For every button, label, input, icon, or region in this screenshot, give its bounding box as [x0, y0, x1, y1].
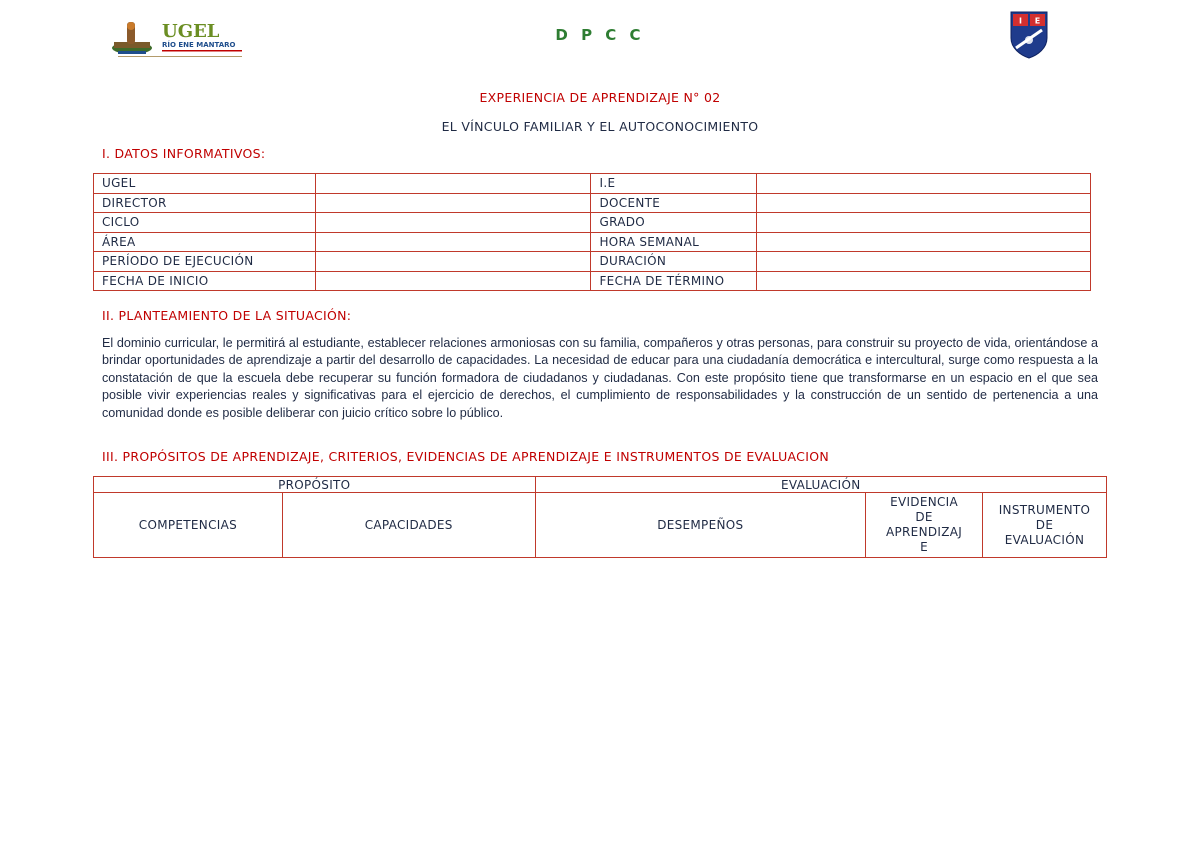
info-row [94, 271, 1091, 291]
info-left-value[interactable] [315, 271, 591, 291]
info-right-value[interactable] [757, 252, 1091, 272]
info-right-label: DURACIÓN [591, 252, 757, 272]
info-row [94, 193, 1091, 213]
info-right-value[interactable] [757, 213, 1091, 233]
instrumento-header: INSTRUMENTO DE EVALUACIÓN [983, 493, 1107, 558]
info-row [94, 213, 1091, 233]
info-left-label: CICLO [94, 213, 316, 233]
info-left-label: FECHA DE INICIO [94, 271, 316, 291]
info-right-label: I.E [591, 174, 757, 194]
info-right-label: FECHA DE TÉRMINO [591, 271, 757, 291]
info-right-value[interactable] [757, 174, 1091, 194]
svg-text:RÍO ENE MANTARO: RÍO ENE MANTARO [162, 41, 236, 49]
info-right-value[interactable] [757, 271, 1091, 291]
section-3-title: III. PROPÓSITOS DE APRENDIZAJE, CRITERIOS, EVIDENCIAS DE APRENDIZAJE E INSTRUMENTOS DE EVALUACION [102, 449, 829, 464]
desempenos-header: DESEMPEÑOS [535, 493, 866, 558]
capacidades-header: CAPACIDADES [282, 493, 535, 558]
info-left-value[interactable] [315, 232, 591, 252]
info-left-label: ÁREA [94, 232, 316, 252]
info-row [94, 174, 1091, 194]
experience-title: EXPERIENCIA DE APRENDIZAJE N° 02 [479, 90, 721, 105]
school-crest-icon [1008, 10, 1050, 60]
info-left-value[interactable] [315, 213, 591, 233]
info-row [94, 232, 1091, 252]
svg-text:I: I [1019, 16, 1022, 26]
info-left-label: PERÍODO DE EJECUCIÓN [94, 252, 316, 272]
competencias-header: COMPETENCIAS [94, 493, 283, 558]
info-right-label: HORA SEMANAL [591, 232, 757, 252]
header-title: D P C C [555, 26, 645, 44]
section-2-title: II. PLANTEAMIENTO DE LA SITUACIÓN: [102, 308, 352, 323]
evidencia-header: EVIDENCIA DE APRENDIZAJ E [866, 493, 983, 558]
info-left-value[interactable] [315, 252, 591, 272]
info-left-label: UGEL [94, 174, 316, 194]
info-left-value[interactable] [315, 174, 591, 194]
info-row [94, 252, 1091, 272]
info-right-label: GRADO [591, 213, 757, 233]
evaluacion-header: EVALUACIÓN [535, 477, 1106, 493]
experience-subtitle: EL VÍNCULO FAMILIAR Y EL AUTOCONOCIMIENTO [441, 119, 759, 134]
info-left-label: DIRECTOR [94, 193, 316, 213]
proposito-header: PROPÓSITO [94, 477, 536, 493]
info-right-value[interactable] [757, 232, 1091, 252]
info-right-label: DOCENTE [591, 193, 757, 213]
section-1-title: I. DATOS INFORMATIVOS: [102, 146, 266, 161]
svg-text:E: E [1034, 16, 1041, 26]
info-right-value[interactable] [757, 193, 1091, 213]
ugel-wordmark: UGEL [162, 21, 220, 42]
propositos-table [93, 476, 1107, 558]
situation-paragraph: El dominio curricular, le permitirá al estudiante, establecer relaciones armoniosas con su familia, compañeros y otras personas, para construir su proyecto de vida, orientándose a brindar oportunidades de aprendizaje a partir del desarrollo de capacidades. La necesidad de educar para una ciudadanía democrática e intercultural, surge como respuesta a la constatación de que la escuela debe recuperar su función formadora de ciudadanos y ciudadanas. Con este propósito tiene que transformarse en un espacio en el que sea posible vivir experiencias reales y significativas para el ejercicio de derechos, el cumplimiento de responsabilidades y la construcción de un sentido de pertenencia a una comunidad donde es posible deliberar con juicio crítico sobre lo público. [102, 336, 1098, 420]
datos-informativos-table [93, 173, 1091, 291]
info-left-value[interactable] [315, 193, 591, 213]
